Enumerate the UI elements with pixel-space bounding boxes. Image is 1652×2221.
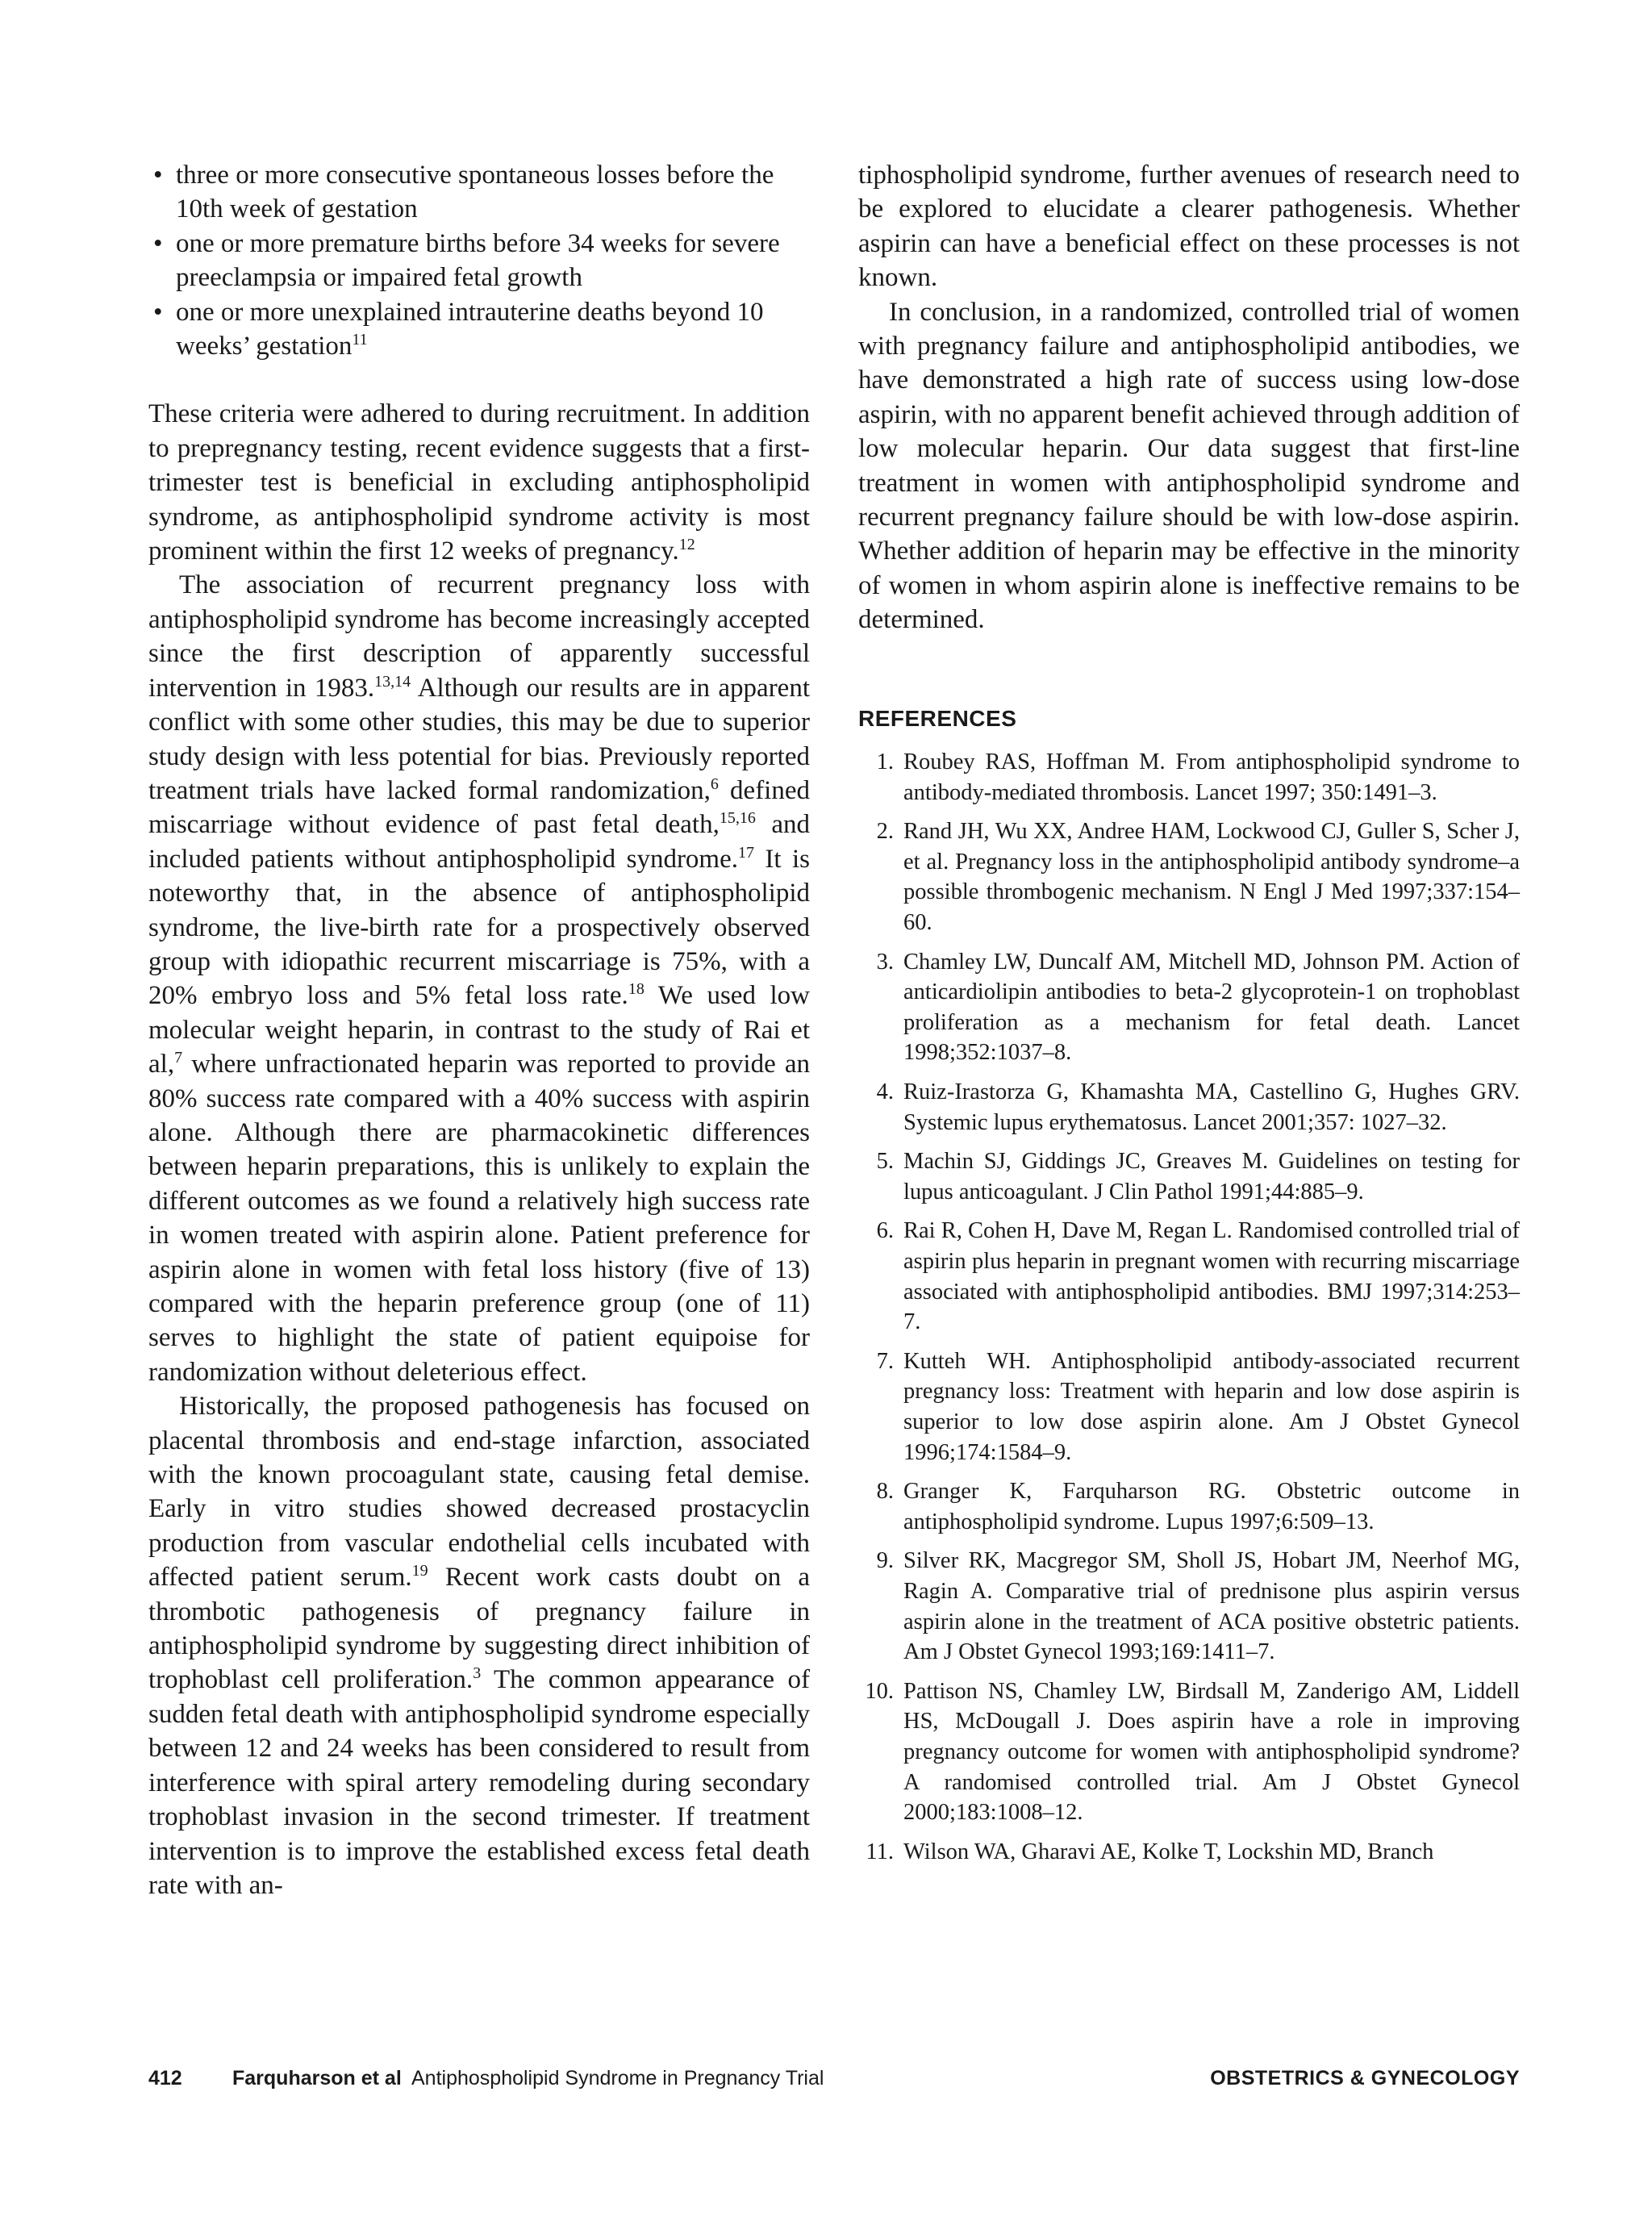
reference-text: Ruiz-Irastorza G, Khamashta MA, Castellino G, Hughes GRV. Systemic lupus erythematosus. Lancet 2001;357: 1027–32. xyxy=(903,1079,1520,1135)
reference-number: 3. xyxy=(876,949,894,975)
reference-item xyxy=(858,816,1520,937)
body-paragraph: Historically, the proposed pathogenesis has focused on placental thrombosis and end-stage infarction, associated with the known procoagulant state, causing fetal demise. Early in vitro studies showed decreased prostacyclin production from vascular endothelial cells incubated with affected patient serum.$^{19}$ Recent work casts doubt on a thrombotic pathogenesis of pregnancy failure in antiphospholipid syndrome by suggesting direct inhibition of trophoblast cell proliferation.$^3$ The common appearance of sudden fetal death with antiphospholipid syndrome especially between 12 and 24 weeks has been considered to result from interference with spiral artery remodeling during secondary trophoblast invasion in the second trimester. If treatment intervention is to improve the established excess fetal death rate with an- xyxy=(148,1392,810,1900)
left-column xyxy=(148,158,810,1902)
reference-text: Chamley LW, Duncalf AM, Mitchell MD, Johnson PM. Action of anticardiolipin antibodies to beta-2 glycoprotein-1 on trophoblast proliferation as a mechanism for fetal death. Lancet 1998;352:1037–8. xyxy=(903,949,1520,1066)
reference-number: 2. xyxy=(876,819,894,845)
reference-number: 10. xyxy=(865,1678,894,1704)
right-column xyxy=(858,158,1520,1876)
reference-item xyxy=(858,1216,1520,1337)
citation: 6 xyxy=(710,774,719,793)
citation: 11 xyxy=(352,331,368,349)
running-authors: Farquharson et al xyxy=(232,2067,402,2089)
citation: 15,16 xyxy=(719,809,756,828)
criteria-item: • three or more consecutive spontaneous losses before the 10th week of gestation xyxy=(148,158,810,227)
criteria-item: • one or more premature births before 34 weeks for severe preeclampsia or impaired fetal growth xyxy=(148,227,810,295)
reference-number: 11. xyxy=(866,1839,894,1864)
reference-item xyxy=(858,747,1520,808)
citation: 13,14 xyxy=(374,672,411,691)
reference-text: Granger K, Farquharson RG. Obstetric outcome in antiphospholipid syndrome. Lupus 1997;6:509–13. xyxy=(903,1479,1520,1534)
references-heading: REFERENCES xyxy=(858,705,1017,731)
criteria-item: • one or more unexplained intrauterine deaths beyond 10 weeks’ gestation$^{11}$ xyxy=(148,295,810,364)
citation: 19 xyxy=(411,1562,428,1580)
body-paragraph: tiphospholipid syndrome, further avenues of research need to be explored to elucidate a clearer pathogenesis. Whether aspirin can have a beneficial effect on these processes is not known. xyxy=(858,161,1520,293)
reference-text: Rand JH, Wu XX, Andree HAM, Lockwood CJ, Guller S, Scher J, et al. Pregnancy loss in the antiphospholipid antibody syndrome–a possible thrombogenic mechanism. N Engl J Med 1997;337:154–60. xyxy=(903,819,1520,936)
criteria-list xyxy=(148,158,810,363)
reference-item xyxy=(858,1146,1520,1207)
reference-text: Silver RK, Macgregor SM, Sholl JS, Hobart JM, Neerhof MG, Ragin A. Comparative trial of prednisone plus aspirin versus aspirin alone in the treatment of ACA positive obstetric patients. Am J Obstet Gynecol 1993;169:1411–7. xyxy=(903,1548,1520,1665)
reference-text: Pattison NS, Chamley LW, Birdsall M, Zanderigo AM, Liddell HS, McDougall J. Does aspirin have a role in improving pregnancy outcome for women with antiphospholipid syndrome? A randomised controlled trial. Am J Obstet Gynecol 2000;183:1008–12. xyxy=(903,1678,1520,1826)
reference-item xyxy=(858,1077,1520,1138)
references-list xyxy=(858,747,1520,1867)
citation: 12 xyxy=(678,536,695,554)
reference-number: 8. xyxy=(876,1479,894,1505)
conclusion-paragraph: In conclusion, in a randomized, controlled trial of women with pregnancy failure and antiphospholipid antibodies, we have demonstrated a high rate of success using low-dose aspirin, with no apparent benefit achieved through addition of low molecular heparin. Our data suggest that first-line treatment in women with antiphospholipid syndrome and recurrent pregnancy failure should be with low-dose aspirin. Whether addition of heparin may be effective in the minority of women in whom aspirin alone is ineffective remains to be determined. xyxy=(858,297,1520,635)
reference-item xyxy=(858,1546,1520,1667)
reference-text: Roubey RAS, Hoffman M. From antiphospholipid syndrome to antibody-mediated thrombosis. Lancet 1997; 350:1491–3. xyxy=(903,749,1520,805)
reference-text: Machin SJ, Giddings JC, Greaves M. Guidelines on testing for lupus anticoagulant. J Clin Pathol 1991;44:885–9. xyxy=(903,1149,1520,1204)
reference-item xyxy=(858,1676,1520,1828)
reference-text: Rai R, Cohen H, Dave M, Regan L. Randomised controlled trial of aspirin plus heparin in pregnant women with recurring miscarriage associated with antiphospholipid antibodies. BMJ 1997;314:253–7. xyxy=(903,1218,1520,1335)
reference-item xyxy=(858,1837,1520,1868)
reference-number: 7. xyxy=(876,1348,894,1374)
page-number: 412 xyxy=(148,2067,182,2089)
journal-name: OBSTETRICS & GYNECOLOGY xyxy=(1210,2067,1520,2089)
citation: 18 xyxy=(628,980,645,999)
reference-number: 5. xyxy=(876,1149,894,1175)
reference-item xyxy=(858,1476,1520,1537)
reference-number: 1. xyxy=(876,749,894,775)
reference-text: Wilson WA, Gharavi AE, Kolke T, Lockshin MD, Branch xyxy=(903,1839,1434,1864)
citation: 3 xyxy=(473,1664,482,1683)
reference-text: Kutteh WH. Antiphospholipid antibody-associated recurrent pregnancy loss: Treatment with heparin and low dose aspirin is superior to low dose aspirin alone. Am J Obstet Gynecol 1996;174:1584–9. xyxy=(903,1348,1520,1465)
reference-number: 4. xyxy=(876,1079,894,1105)
citation: 17 xyxy=(738,843,754,862)
running-title: Antiphospholipid Syndrome in Pregnancy Trial xyxy=(411,2067,824,2089)
body-paragraph: These criteria were adhered to during recruitment. In addition to prepregnancy testing, recent evidence suggests that a first-trimester test is beneficial in excluding antiphospholipid syndrome, as antiphospholipid syndrome activity is most prominent within the first 12 weeks of pregnancy.$^{12}$ xyxy=(148,399,810,566)
reference-item xyxy=(858,1346,1520,1467)
reference-number: 6. xyxy=(876,1218,894,1244)
reference-item xyxy=(858,947,1520,1068)
citation: 7 xyxy=(174,1049,183,1067)
body-paragraph: The association of recurrent pregnancy loss with antiphospholipid syndrome has become increasingly accepted since the first description of apparently successful intervention in 1983.$^{13,14}$ Although our results are in apparent conflict with some other studies, this may be due to superior study design with less potential for bias. Previously reported treatment trials have lacked formal randomization,$^6$ defined miscarriage without evidence of past fetal death,$^{15,16}$ and included patients without antiphospholipid syndrome.$^{17}$ It is noteworthy that, in the absence of antiphospholipid syndrome, the live-birth rate for a prospectively observed group with idiopathic recurrent miscarriage is 75%, with a 20% embryo loss and 5% fetal loss rate.$^{18}$ We used low molecular weight heparin, in contrast to the study of Rai et al,$^7$ where unfractionated heparin was reported to provide an 80% success rate compared with a 40% success with aspirin alone. Although there are pharmacokinetic differences between heparin preparations, this is unlikely to explain the different outcomes as we found a relatively high success rate in women treated with aspirin alone. Patient preference for aspirin alone in women with fetal loss history (five of 13) compared with the heparin preference group (one of 11) serves to highlight the state of patient equipoise for randomization without deleterious effect. xyxy=(148,570,811,1387)
reference-number: 9. xyxy=(876,1548,894,1574)
